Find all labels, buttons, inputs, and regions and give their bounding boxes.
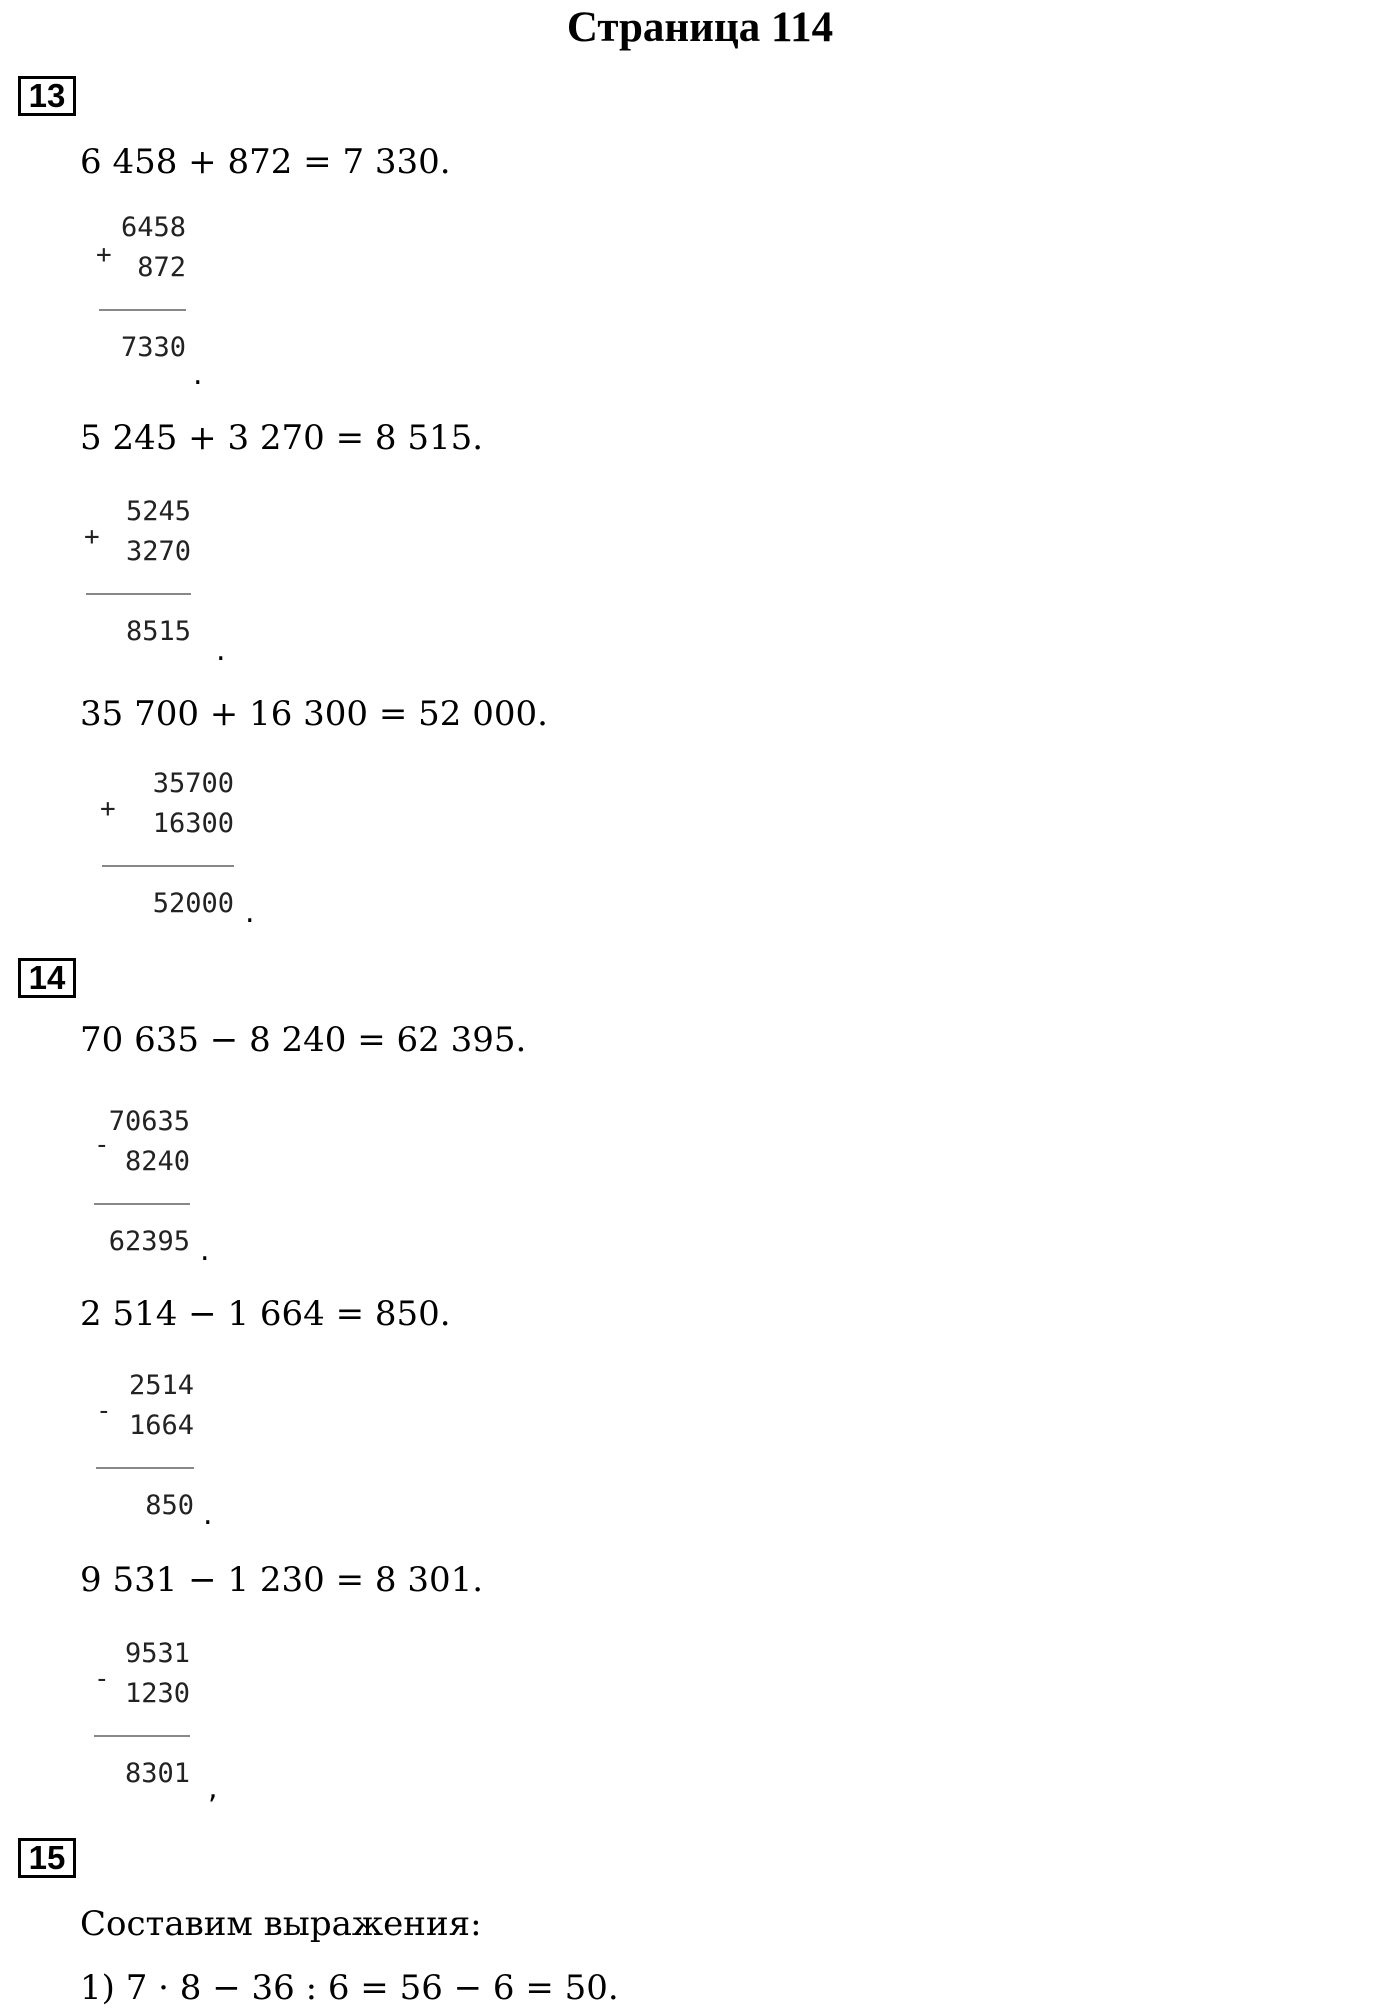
- task-expression: 1) 7 · 8 − 36 : 6 = 56 − 6 = 50.: [80, 1968, 619, 2008]
- page-title: Страница 114: [566, 4, 834, 51]
- equation: 5 245 + 3 270 = 8 515.: [80, 418, 484, 458]
- column-result: 8515: [125, 616, 191, 647]
- column-subtraction: [94, 1638, 190, 1798]
- column-bottom-operand: 16300: [152, 808, 234, 839]
- column-subtraction: [96, 1370, 194, 1530]
- column-top-operand: 35700: [152, 768, 234, 799]
- task-number-14: 14: [18, 958, 76, 998]
- column-rule: [86, 593, 191, 595]
- column-top-operand: 5245: [125, 496, 191, 527]
- column-bottom-operand: 3270: [125, 536, 191, 567]
- equation: 6 458 + 872 = 7 330.: [80, 142, 451, 182]
- column-end-mark: .: [200, 1233, 210, 1268]
- column-rule: [102, 865, 234, 867]
- column-addition: [84, 496, 191, 656]
- column-top-operand: 70635: [108, 1106, 190, 1137]
- column-bottom-operand: 872: [137, 252, 186, 283]
- task-number-13: 13: [18, 76, 76, 116]
- plus-sign: +: [84, 522, 100, 552]
- minus-sign: -: [96, 1396, 112, 1426]
- column-top-operand: 6458: [120, 212, 186, 243]
- minus-sign: -: [94, 1664, 110, 1694]
- column-end-mark: .: [216, 633, 226, 668]
- plus-sign: +: [96, 240, 112, 270]
- column-result: 850: [145, 1490, 194, 1521]
- column-end-mark: .: [245, 895, 255, 930]
- column-addition: [96, 212, 186, 372]
- plus-sign: +: [100, 794, 116, 824]
- column-rule: [96, 1467, 194, 1469]
- equation: 9 531 − 1 230 = 8 301.: [80, 1560, 484, 1600]
- equation: 2 514 − 1 664 = 850.: [80, 1294, 451, 1334]
- column-end-mark: .: [203, 1497, 213, 1532]
- column-result: 8301: [124, 1758, 190, 1789]
- task-text: Составим выражения:: [80, 1904, 482, 1944]
- column-result: 52000: [152, 888, 234, 919]
- minus-sign: -: [94, 1130, 110, 1160]
- equation: 35 700 + 16 300 = 52 000.: [80, 694, 548, 734]
- column-top-operand: 2514: [128, 1370, 194, 1401]
- column-addition: [100, 768, 234, 928]
- column-rule: [94, 1203, 190, 1205]
- column-rule: [99, 309, 186, 311]
- equation: 70 635 − 8 240 = 62 395.: [80, 1020, 527, 1060]
- task-number-15: 15: [18, 1838, 76, 1878]
- column-rule: [94, 1735, 190, 1737]
- column-subtraction: [94, 1106, 190, 1266]
- column-bottom-operand: 1230: [124, 1678, 190, 1709]
- column-bottom-operand: 1664: [128, 1410, 194, 1441]
- column-bottom-operand: 8240: [124, 1146, 190, 1177]
- column-end-mark: ,: [208, 1771, 218, 1806]
- column-top-operand: 9531: [124, 1638, 190, 1669]
- column-result: 7330: [120, 332, 186, 363]
- column-result: 62395: [108, 1226, 190, 1257]
- column-end-mark: .: [193, 357, 203, 392]
